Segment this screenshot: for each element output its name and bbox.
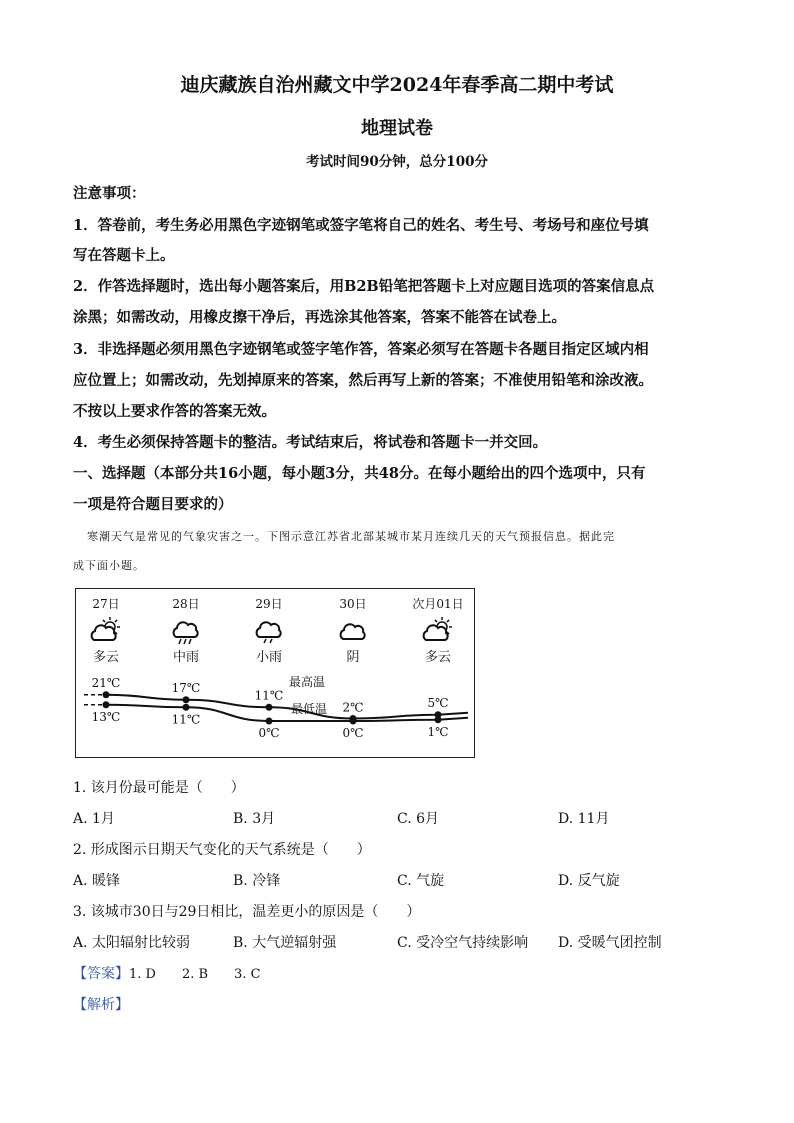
weather-label: 阴 bbox=[346, 650, 360, 665]
intro-text-cont: 成下面小题。 bbox=[73, 559, 145, 572]
answer-label: 【答案】 bbox=[73, 966, 129, 982]
min-temp-label: 0℃ bbox=[258, 726, 280, 740]
q2-option-a: A. 暖锋 bbox=[73, 873, 121, 889]
notes-heading: 注意事项： bbox=[73, 185, 146, 202]
note-line: 写在答题卡上。 bbox=[73, 247, 175, 264]
day-label: 28日 bbox=[172, 597, 200, 611]
min-temp-point bbox=[266, 718, 273, 725]
section-heading-cont: 一项是符合题目要求的） bbox=[73, 496, 233, 513]
min-temp-label: 1℃ bbox=[427, 724, 449, 739]
note-line: 3．非选择题必须用黑色字迹钢笔或签字笔作答，答案必须写在答题卡各题目指定区域内相 bbox=[73, 341, 649, 358]
note-line: 1．答卷前，考生务必用黑色字迹钢笔或签字笔将自己的姓名、考生号、考场号和座位号填 bbox=[73, 217, 649, 234]
q2-option-b: B. 冷锋 bbox=[233, 873, 281, 889]
q1-option-a: A. 1月 bbox=[73, 811, 115, 827]
max-temp-label: 5℃ bbox=[427, 695, 449, 710]
weather-label: 小雨 bbox=[255, 650, 283, 665]
subject-title: 地理试卷 bbox=[361, 118, 433, 139]
weather-label: 多云 bbox=[92, 650, 120, 665]
light-rain-icon bbox=[257, 622, 281, 643]
max-temp-point bbox=[103, 691, 110, 698]
weather-label: 多云 bbox=[424, 650, 452, 665]
q1-option-d: D. 11月 bbox=[558, 811, 610, 827]
max-temp-series-label: 最高温 bbox=[289, 675, 326, 689]
min-temp-point bbox=[183, 704, 190, 711]
answer-block bbox=[73, 963, 261, 983]
intro-text: 寒潮天气是常见的气象灾害之一。下图示意江苏省北部某城市某月连续几天的天气预报信息。据此完 bbox=[87, 530, 615, 543]
exam-info: 考试时间90分钟，总分100分 bbox=[306, 154, 488, 170]
q1-option-b: B. 3月 bbox=[233, 811, 276, 827]
note-line: 2．作答选择题时，选出每小题答案后，用B2B铅笔把答题卡上对应题目选项的答案信息点 bbox=[73, 278, 655, 295]
max-temp-label: 21℃ bbox=[91, 675, 121, 690]
note-line: 不按以上要求作答的答案无效。 bbox=[73, 403, 276, 420]
day-label: 30日 bbox=[339, 597, 367, 611]
max-temp-label: 2℃ bbox=[342, 700, 364, 715]
q1-option-c: C. 6月 bbox=[397, 811, 440, 827]
partly-cloudy-icon bbox=[92, 617, 120, 640]
weather-label: 中雨 bbox=[172, 650, 200, 665]
max-temp-label: 11℃ bbox=[254, 688, 284, 703]
day-label: 29日 bbox=[255, 597, 283, 611]
weather-forecast-chart bbox=[75, 588, 475, 758]
day-label: 次月01日 bbox=[412, 597, 464, 611]
analysis-label: 【解析】 bbox=[73, 997, 129, 1013]
max-temp-label: 17℃ bbox=[171, 680, 201, 695]
min-temp-series-label: 最低温 bbox=[291, 702, 328, 716]
answer-values: 1. D 2. B 3. C bbox=[129, 967, 261, 982]
section-heading: 一、选择题（本部分共16小题，每小题3分，共48分。在每小题给出的四个选项中，只有 bbox=[73, 465, 646, 482]
question-1-stem: 1. 该月份最可能是（ ） bbox=[73, 780, 245, 796]
min-temp-label: 11℃ bbox=[171, 712, 201, 727]
max-temp-point bbox=[266, 704, 273, 711]
exam-title: 迪庆藏族自治州藏文中学2024年春季高二期中考试 bbox=[180, 74, 614, 96]
overcast-icon bbox=[341, 624, 365, 639]
analysis-block bbox=[73, 994, 129, 1014]
min-temp-label: 13℃ bbox=[91, 709, 121, 724]
max-temp-point bbox=[183, 696, 190, 703]
q3-option-c: C. 受冷空气持续影响 bbox=[397, 935, 529, 951]
q3-option-b: B. 大气逆辐射强 bbox=[233, 935, 337, 951]
chart-svg bbox=[76, 589, 474, 757]
q2-option-d: D. 反气旋 bbox=[558, 873, 620, 889]
min-temp-point bbox=[350, 718, 357, 725]
partly-cloudy-icon bbox=[424, 617, 452, 640]
note-line: 涂黑；如需改动，用橡皮擦干净后，再选涂其他答案，答案不能答在试卷上。 bbox=[73, 309, 566, 326]
note-line: 4．考生必须保持答题卡的整洁。考试结束后，将试卷和答题卡一并交回。 bbox=[73, 434, 548, 451]
min-temp-label: 0℃ bbox=[342, 726, 364, 740]
day-label: 27日 bbox=[92, 597, 120, 611]
note-line: 应位置上；如需改动，先划掉原来的答案，然后再写上新的答案；不准使用铅笔和涂改液。 bbox=[73, 372, 653, 389]
q3-option-d: D. 受暖气团控制 bbox=[558, 935, 662, 951]
question-2-stem: 2. 形成图示日期天气变化的天气系统是（ ） bbox=[73, 842, 371, 858]
min-temp-point bbox=[435, 716, 442, 723]
q2-option-c: C. 气旋 bbox=[397, 873, 445, 889]
min-temp-point bbox=[103, 701, 110, 708]
moderate-rain-icon bbox=[174, 622, 198, 644]
question-3-stem: 3. 该城市30日与29日相比，温差更小的原因是（ ） bbox=[73, 904, 421, 920]
q3-option-a: A. 太阳辐射比较弱 bbox=[73, 935, 191, 951]
